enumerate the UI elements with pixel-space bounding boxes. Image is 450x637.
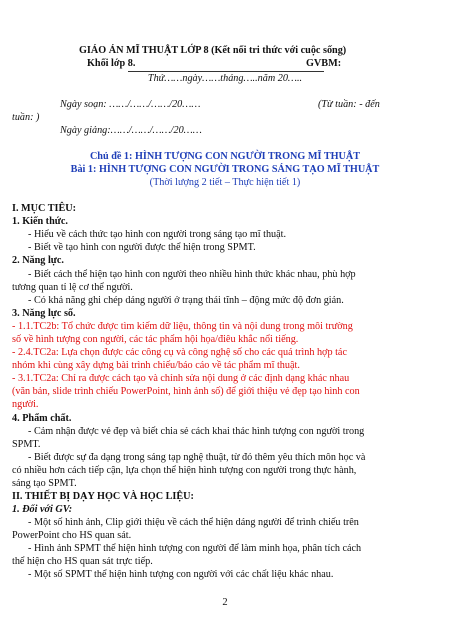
- quality-item: - Biết được sự đa dạng trong sáng tạp nghệ thuật, từ đó thêm yêu thích môn học và: [28, 452, 366, 463]
- digital-competence-item: - 1.1.TC2b: Tổ chức được tìm kiếm dữ liệu, thông tin và nội dung trong môi trường: [12, 321, 353, 332]
- lesson-duration: (Thời lượng 2 tiết – Thực hiện tiết 1): [149, 177, 301, 188]
- knowledge-item: - Hiểu về cách thức tạo hình con người trong sáng tạo mĩ thuật.: [28, 229, 287, 240]
- page-number: 2: [222, 597, 228, 608]
- teacher-material-item: - Một số SPMT thể hiện hình tượng con người với các chất liệu khác nhau.: [28, 569, 334, 580]
- teacher-material-item: - Một số hình ảnh, Clip giới thiệu về cách thể hiện dáng người để trình chiếu trên: [28, 517, 359, 528]
- compose-date: Ngày soạn: ……/……/……/20……: [60, 99, 201, 110]
- teach-date: Ngày giảng:……/……/……/20……: [60, 125, 202, 136]
- heading-digital-competence: 3. Năng lực số.: [12, 308, 76, 319]
- teacher-material-item-cont: thể hiện cho HS quan sát trực tiếp.: [12, 556, 153, 567]
- digital-competence-item: - 3.1.TC2a: Chỉ ra được cách tạo và chỉnh sửa nội dung ở các định dạng khác nhau: [12, 373, 350, 384]
- week-range-start: (Từ tuần: - đến: [318, 99, 380, 110]
- competence-item: - Biết cách thể hiện tạo hình con người theo nhiều hình thức khác nhau, phù hợp: [28, 269, 356, 280]
- digital-competence-item-cont: (văn bản, slide trình chiếu PowerPoint, hình ảnh số) để giới thiệu vẻ đẹp tạo hình con: [12, 386, 360, 397]
- quality-item-cont: SPMT.: [12, 439, 41, 450]
- lesson-title: Bài 1: HÌNH TƯỢNG CON NGƯỜI TRONG SÁNG TẠO MĨ THUẬT: [70, 164, 380, 175]
- digital-competence-item-cont: nhóm khi cùng xây dựng bài trình chiếu/báo cáo về tác phẩm mĩ thuật.: [12, 360, 300, 371]
- quality-item-cont: có nhiều hơn cách tiếp cận, lựa chọn thể hiện hình tượng con người trong thực hành,: [12, 465, 357, 476]
- grade-label: Khối lớp 8.: [87, 58, 136, 69]
- lesson-plan-title: GIÁO ÁN MĨ THUẬT LỚP 8 (Kết nối tri thức với cuộc sống): [79, 45, 347, 56]
- heading-for-teacher: 1. Đối với GV:: [12, 504, 73, 515]
- section-objectives: I. MỤC TIÊU:: [12, 203, 77, 214]
- digital-competence-item-cont: người.: [12, 399, 39, 410]
- heading-competence: 2. Năng lực.: [12, 255, 64, 266]
- knowledge-item: - Biết về tạo hình con người được thể hiện trong SPMT.: [28, 242, 256, 253]
- teacher-label: GVBM:: [306, 58, 342, 69]
- heading-qualities: 4. Phẩm chất.: [12, 413, 72, 424]
- digital-competence-item-cont: số về hình tượng con người, các tác phẩm hội họa/điêu khắc nổi tiếng.: [12, 334, 299, 345]
- topic-title: Chủ đề 1: HÌNH TƯỢNG CON NGƯỜI TRONG MĨ THUẬT: [89, 151, 361, 162]
- teacher-material-item: - Hình ảnh SPMT thể hiện hình tượng con người để làm minh họa, phân tích cách: [28, 543, 362, 554]
- week-range-end: tuần: ): [12, 112, 40, 123]
- digital-competence-item: - 2.4.TC2a: Lựa chọn được các công cụ và công nghệ số cho các quá trình hợp tác: [12, 347, 347, 358]
- quality-item: - Cảm nhận được vẻ đẹp và biết chia sẻ cách khai thác hình tượng con người trong: [28, 426, 365, 437]
- date-line: Thứ……ngày……tháng…..năm 20…..: [147, 73, 303, 84]
- header-divider: [128, 71, 324, 72]
- competence-item-cont: tương quan tỉ lệ cơ thể người.: [12, 282, 133, 293]
- competence-item: - Có khả năng ghi chép dáng người ở trạng thái tĩnh – động mức độ đơn giản.: [28, 295, 344, 306]
- teacher-material-item-cont: PowerPoint cho HS quan sát.: [12, 530, 132, 541]
- heading-knowledge: 1. Kiến thức.: [12, 216, 68, 227]
- section-equipment: II. THIẾT BỊ DẠY HỌC VÀ HỌC LIỆU:: [12, 491, 194, 502]
- quality-item-cont: sáng tạo SPMT.: [12, 478, 77, 489]
